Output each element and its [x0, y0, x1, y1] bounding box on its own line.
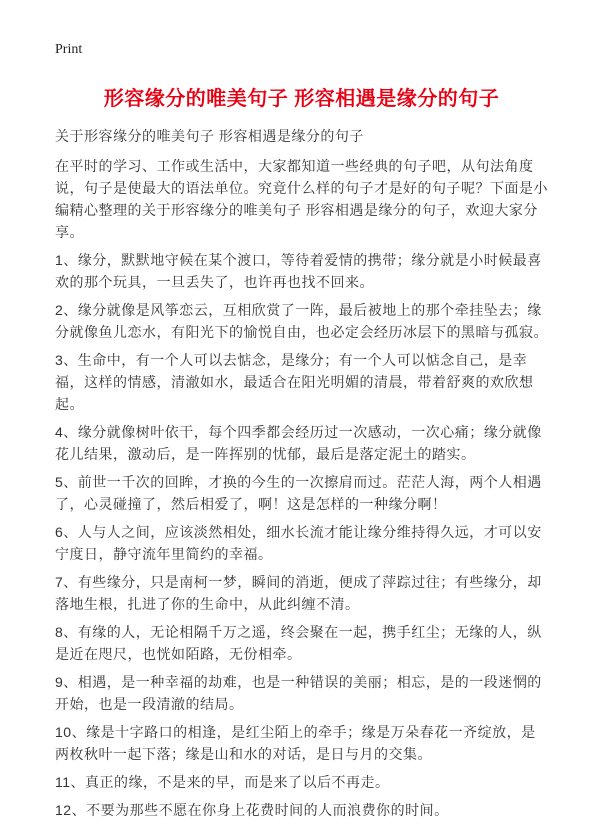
quote-item: 9、相遇，是一种幸福的劫难，也是一种错误的美丽；相忘，是的一段迷惘的开始，也是一段清澈的结局。: [55, 674, 542, 712]
page-title: 形容缘分的唯美句子 形容相遇是缘分的句子: [103, 88, 500, 110]
quote-item: 6、人与人之间，应该淡然相处，细水长流才能让缘分维持得久远，才可以安宁度日，静守流年里简约的幸福。: [55, 524, 542, 562]
quote-item: 7、有些缘分，只是南柯一梦，瞬间的消逝，便成了萍踪过往；有些缘分，却落地生根，扎进了你的生命中，从此纠缠不清。: [55, 574, 542, 612]
quote-item: 11、真正的缘，不是来的早，而是来了以后不再走。: [55, 774, 390, 790]
intro-paragraph: 在平时的学习、工作或生活中，大家都知道一些经典的句子吧，从句法角度说，句子是使最大的语法单位。究竟什么样的句子才是好的句子呢？下面是小编精心整理的关于形容缘分的唯美句子 形容相遇是缘分的句子，欢迎大家分享。: [55, 158, 548, 240]
quote-item: 3、生命中，有一个人可以去惦念，是缘分；有一个人可以惦念自己，是幸福，这样的情感，清澈如水，最适合在阳光明媚的清晨，带着舒爽的欢欣想起。: [55, 352, 534, 412]
quote-item: 12、不要为那些不愿在你身上花费时间的人而浪费你的时间。: [55, 802, 449, 818]
quote-item: 1、缘分，默默地守候在某个渡口，等待着爱情的携带；缘分就是小时候最喜欢的那个玩具，一旦丢失了，也许再也找不回来。: [55, 252, 542, 290]
quote-item: 8、有缘的人，无论相隔千万之遥，终会聚在一起，携手红尘；无缘的人，纵是近在咫尺，也恍如陌路，无份相牵。: [55, 624, 542, 662]
quote-item: 10、缘是十字路口的相逢，是红尘陌上的牵手；缘是万朵春花一齐绽放，是两枚秋叶一起下落；缘是山和水的对话，是日与月的交集。: [55, 724, 536, 762]
quote-item: 4、缘分就像树叶依干，每个四季都会经历过一次感动，一次心痛；缘分就像花儿结果，激动后，是一阵挥别的忧郁，最后是落定泥土的踏实。: [55, 424, 542, 462]
article-subtitle: 关于形容缘分的唯美句子 形容相遇是缘分的句子: [55, 128, 364, 144]
print-link[interactable]: Print: [55, 42, 83, 57]
quote-item: 5、前世一千次的回眸，才换的今生的一次擦肩而过。茫茫人海，两个人相遇了，心灵碰撞了，然后相爱了，啊！这是怎样的一种缘分啊！: [55, 474, 542, 512]
quote-list: [55, 249, 548, 821]
quote-item: 2、缘分就像是风筝恋云，互相欣赏了一阵，最后被地上的那个牵挂坠去；缘分就像鱼儿恋水，有阳光下的愉悦自由，也必定会经历冰层下的黑暗与孤寂。: [55, 302, 548, 340]
